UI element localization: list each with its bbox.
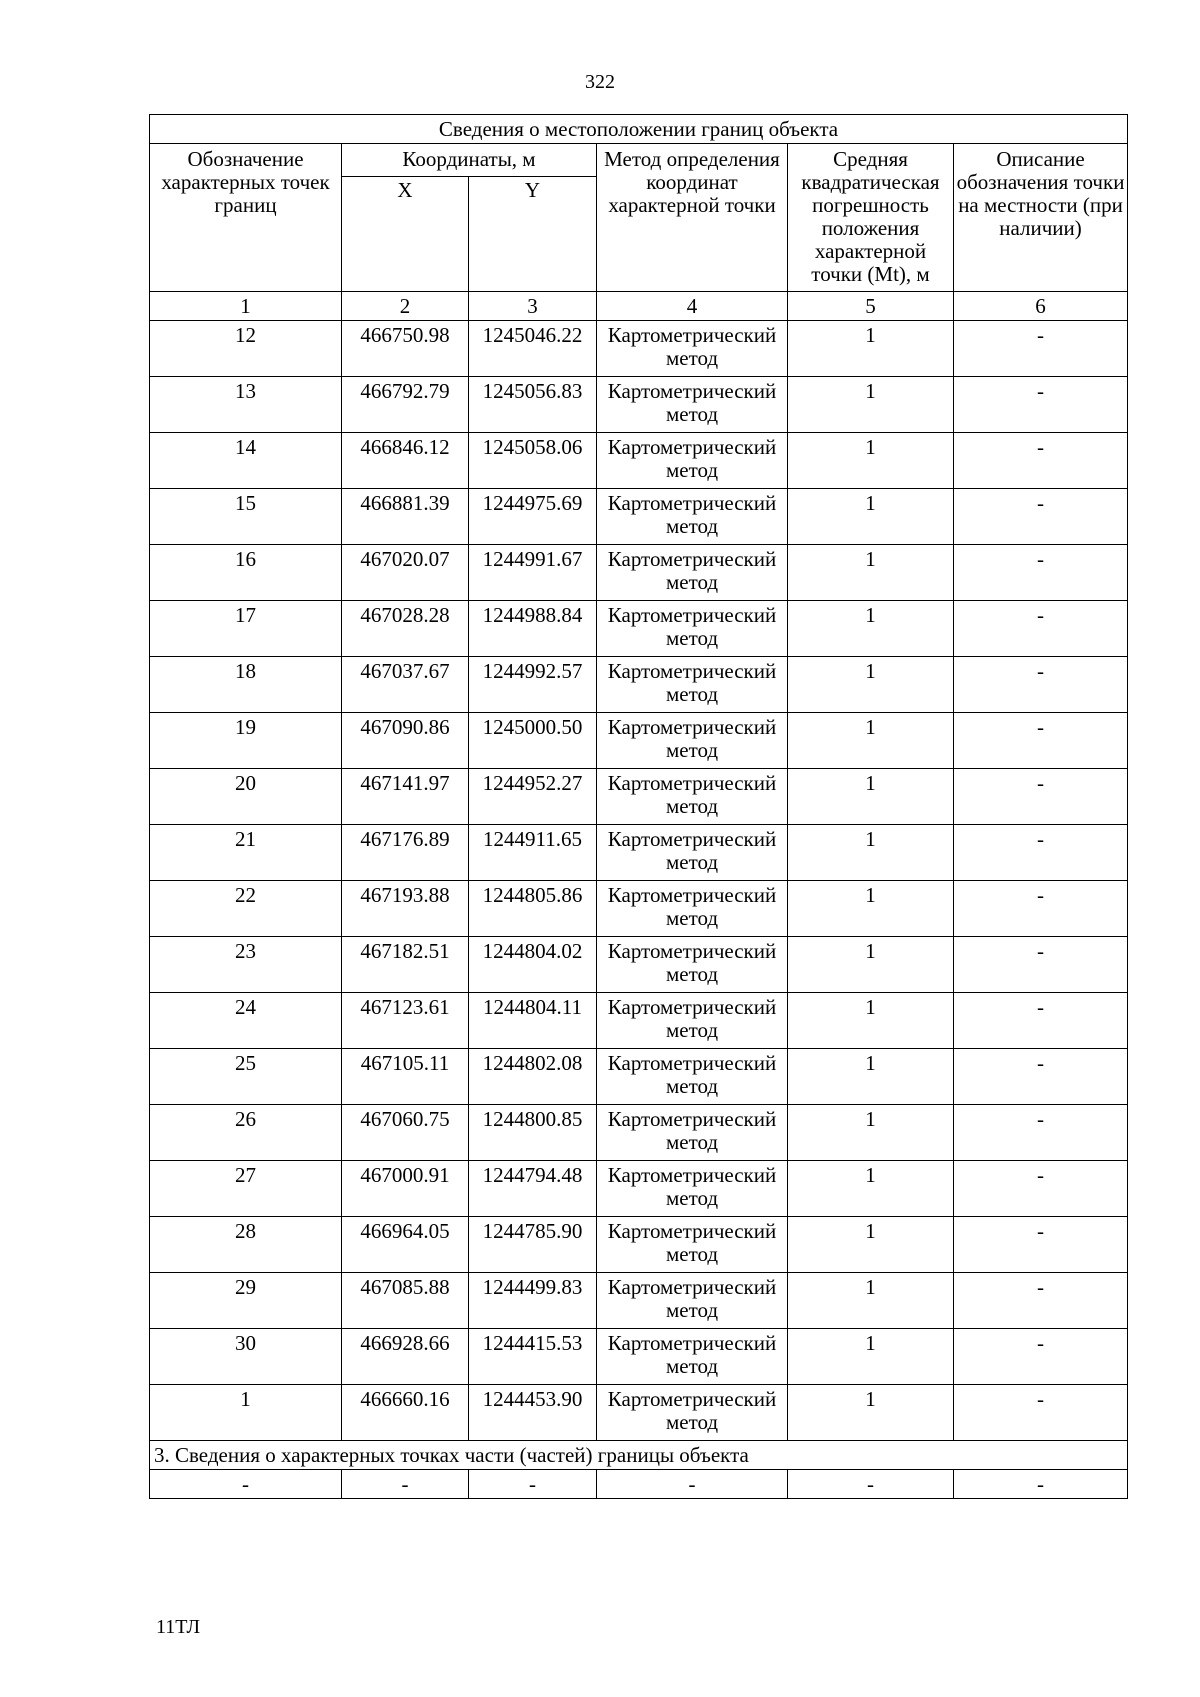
cell-y: 1244794.48 [469, 1161, 597, 1217]
cell-description: - [954, 657, 1128, 713]
table-row [150, 937, 1128, 993]
cell-point: 20 [150, 769, 342, 825]
cell-description: - [954, 433, 1128, 489]
cell-error: 1 [788, 321, 954, 377]
cell-y: 1245056.83 [469, 377, 597, 433]
cell-point: 26 [150, 1105, 342, 1161]
cell-point: 21 [150, 825, 342, 881]
cell-point: 14 [150, 433, 342, 489]
table-row [150, 713, 1128, 769]
cell-method: Картометрический метод [597, 1049, 788, 1105]
cell-x: 467123.61 [342, 993, 469, 1049]
section3 [150, 1441, 1128, 1499]
cell-description: - [954, 377, 1128, 433]
cell-error: 1 [788, 545, 954, 601]
cell-point: 30 [150, 1329, 342, 1385]
table-row [150, 321, 1128, 377]
cell-point: 29 [150, 1273, 342, 1329]
cell-y: 1244804.02 [469, 937, 597, 993]
table-row [150, 993, 1128, 1049]
table-row [150, 377, 1128, 433]
cell-error: 1 [788, 937, 954, 993]
cell-error: 1 [788, 433, 954, 489]
cell-method: Картометрический метод [597, 601, 788, 657]
cell-y: 1244802.08 [469, 1049, 597, 1105]
table-row [150, 489, 1128, 545]
cell-description: - [954, 321, 1128, 377]
cell-error: 1 [788, 489, 954, 545]
table-row [150, 1329, 1128, 1385]
cell-method: Картометрический метод [597, 769, 788, 825]
table-row [150, 601, 1128, 657]
table-body [150, 321, 1128, 1441]
cell-method: Картометрический метод [597, 713, 788, 769]
table-row [150, 1161, 1128, 1217]
table-caption: Сведения о местоположении границ объекта [150, 115, 1128, 144]
cell-x: 467090.86 [342, 713, 469, 769]
column-number: 6 [954, 292, 1128, 321]
cell-description: - [954, 1105, 1128, 1161]
table-row [150, 657, 1128, 713]
cell-error: 1 [788, 769, 954, 825]
cell-method: Картометрический метод [597, 433, 788, 489]
cell-point: 16 [150, 545, 342, 601]
header-y: Y [469, 177, 597, 292]
cell-description: - [954, 601, 1128, 657]
cell-x: 467028.28 [342, 601, 469, 657]
cell-y: 1244785.90 [469, 1217, 597, 1273]
table-cell: - [469, 1470, 597, 1499]
cell-point: 19 [150, 713, 342, 769]
cell-x: 466846.12 [342, 433, 469, 489]
cell-x: 466750.98 [342, 321, 469, 377]
cell-y: 1244804.11 [469, 993, 597, 1049]
cell-description: - [954, 489, 1128, 545]
table-row [150, 1273, 1128, 1329]
cell-x: 467020.07 [342, 545, 469, 601]
cell-x: 467176.89 [342, 825, 469, 881]
table-row [150, 1217, 1128, 1273]
table-row [150, 433, 1128, 489]
boundary-points-table [149, 114, 1128, 1499]
cell-method: Картометрический метод [597, 545, 788, 601]
column-number: 2 [342, 292, 469, 321]
cell-error: 1 [788, 657, 954, 713]
page-number: 322 [585, 71, 615, 93]
cell-error: 1 [788, 713, 954, 769]
cell-point: 22 [150, 881, 342, 937]
cell-method: Картометрический метод [597, 377, 788, 433]
cell-error: 1 [788, 601, 954, 657]
cell-y: 1244415.53 [469, 1329, 597, 1385]
cell-x: 467141.97 [342, 769, 469, 825]
cell-method: Картометрический метод [597, 321, 788, 377]
column-number: 4 [597, 292, 788, 321]
cell-x: 466792.79 [342, 377, 469, 433]
cell-y: 1244992.57 [469, 657, 597, 713]
header-method: Метод определения координат характерной точки [597, 144, 788, 292]
cell-y: 1245046.22 [469, 321, 597, 377]
cell-error: 1 [788, 377, 954, 433]
cell-point: 24 [150, 993, 342, 1049]
table-caption-row [150, 115, 1128, 144]
section3-row [150, 1470, 1128, 1499]
table-row [150, 881, 1128, 937]
cell-x: 466881.39 [342, 489, 469, 545]
header-error: Средняя квадратическая погрешность положения характерной точки (Mt), м [788, 144, 954, 292]
cell-error: 1 [788, 1385, 954, 1441]
table-cell: - [954, 1470, 1128, 1499]
cell-description: - [954, 1217, 1128, 1273]
cell-error: 1 [788, 881, 954, 937]
cell-x: 466964.05 [342, 1217, 469, 1273]
cell-point: 17 [150, 601, 342, 657]
cell-y: 1245058.06 [469, 433, 597, 489]
cell-error: 1 [788, 1161, 954, 1217]
table-cell: - [342, 1470, 469, 1499]
cell-y: 1244453.90 [469, 1385, 597, 1441]
cell-method: Картометрический метод [597, 993, 788, 1049]
header-x: X [342, 177, 469, 292]
cell-error: 1 [788, 1217, 954, 1273]
cell-y: 1244991.67 [469, 545, 597, 601]
cell-error: 1 [788, 1049, 954, 1105]
column-numbers-row [150, 292, 1128, 321]
cell-method: Картометрический метод [597, 937, 788, 993]
cell-x: 467060.75 [342, 1105, 469, 1161]
column-number: 3 [469, 292, 597, 321]
cell-description: - [954, 1273, 1128, 1329]
cell-x: 466928.66 [342, 1329, 469, 1385]
cell-description: - [954, 545, 1128, 601]
cell-x: 467000.91 [342, 1161, 469, 1217]
table-row [150, 825, 1128, 881]
column-number: 1 [150, 292, 342, 321]
cell-method: Картометрический метод [597, 1329, 788, 1385]
cell-method: Картометрический метод [597, 825, 788, 881]
cell-method: Картометрический метод [597, 1217, 788, 1273]
cell-y: 1244800.85 [469, 1105, 597, 1161]
header-coordinates: Координаты, м [342, 144, 597, 177]
cell-method: Картометрический метод [597, 881, 788, 937]
cell-method: Картометрический метод [597, 1385, 788, 1441]
cell-description: - [954, 937, 1128, 993]
table-row [150, 1049, 1128, 1105]
section3-title-row [150, 1441, 1128, 1470]
cell-method: Картометрический метод [597, 657, 788, 713]
cell-method: Картометрический метод [597, 1161, 788, 1217]
cell-description: - [954, 713, 1128, 769]
cell-point: 15 [150, 489, 342, 545]
cell-point: 28 [150, 1217, 342, 1273]
cell-error: 1 [788, 1273, 954, 1329]
table-row [150, 769, 1128, 825]
cell-point: 27 [150, 1161, 342, 1217]
cell-error: 1 [788, 993, 954, 1049]
header-point-designation: Обозначение характерных точек границ [150, 144, 342, 292]
header-description: Описание обозначения точки на местности (при наличии) [954, 144, 1128, 292]
cell-y: 1244988.84 [469, 601, 597, 657]
table-cell: - [788, 1470, 954, 1499]
table-row [150, 545, 1128, 601]
cell-x: 467037.67 [342, 657, 469, 713]
cell-description: - [954, 769, 1128, 825]
cell-method: Картометрический метод [597, 1105, 788, 1161]
section3-title: 3. Сведения о характерных точках части (частей) границы объекта [150, 1441, 1128, 1470]
table-cell: - [597, 1470, 788, 1499]
cell-x: 467182.51 [342, 937, 469, 993]
header-row [150, 144, 1128, 177]
cell-error: 1 [788, 1105, 954, 1161]
cell-point: 18 [150, 657, 342, 713]
cell-point: 23 [150, 937, 342, 993]
cell-x: 467105.11 [342, 1049, 469, 1105]
cell-point: 1 [150, 1385, 342, 1441]
footer-code: 11ТЛ [156, 1616, 201, 1638]
cell-error: 1 [788, 825, 954, 881]
cell-description: - [954, 1385, 1128, 1441]
cell-description: - [954, 993, 1128, 1049]
cell-y: 1244911.65 [469, 825, 597, 881]
cell-y: 1244805.86 [469, 881, 597, 937]
cell-description: - [954, 881, 1128, 937]
cell-point: 13 [150, 377, 342, 433]
cell-y: 1244952.27 [469, 769, 597, 825]
cell-y: 1244499.83 [469, 1273, 597, 1329]
cell-description: - [954, 825, 1128, 881]
cell-x: 467085.88 [342, 1273, 469, 1329]
cell-description: - [954, 1329, 1128, 1385]
table-row [150, 1105, 1128, 1161]
table-cell: - [150, 1470, 342, 1499]
cell-method: Картометрический метод [597, 1273, 788, 1329]
cell-description: - [954, 1049, 1128, 1105]
cell-x: 466660.16 [342, 1385, 469, 1441]
cell-point: 25 [150, 1049, 342, 1105]
cell-error: 1 [788, 1329, 954, 1385]
cell-x: 467193.88 [342, 881, 469, 937]
cell-method: Картометрический метод [597, 489, 788, 545]
cell-y: 1245000.50 [469, 713, 597, 769]
cell-point: 12 [150, 321, 342, 377]
cell-description: - [954, 1161, 1128, 1217]
column-number: 5 [788, 292, 954, 321]
table-row [150, 1385, 1128, 1441]
cell-y: 1244975.69 [469, 489, 597, 545]
